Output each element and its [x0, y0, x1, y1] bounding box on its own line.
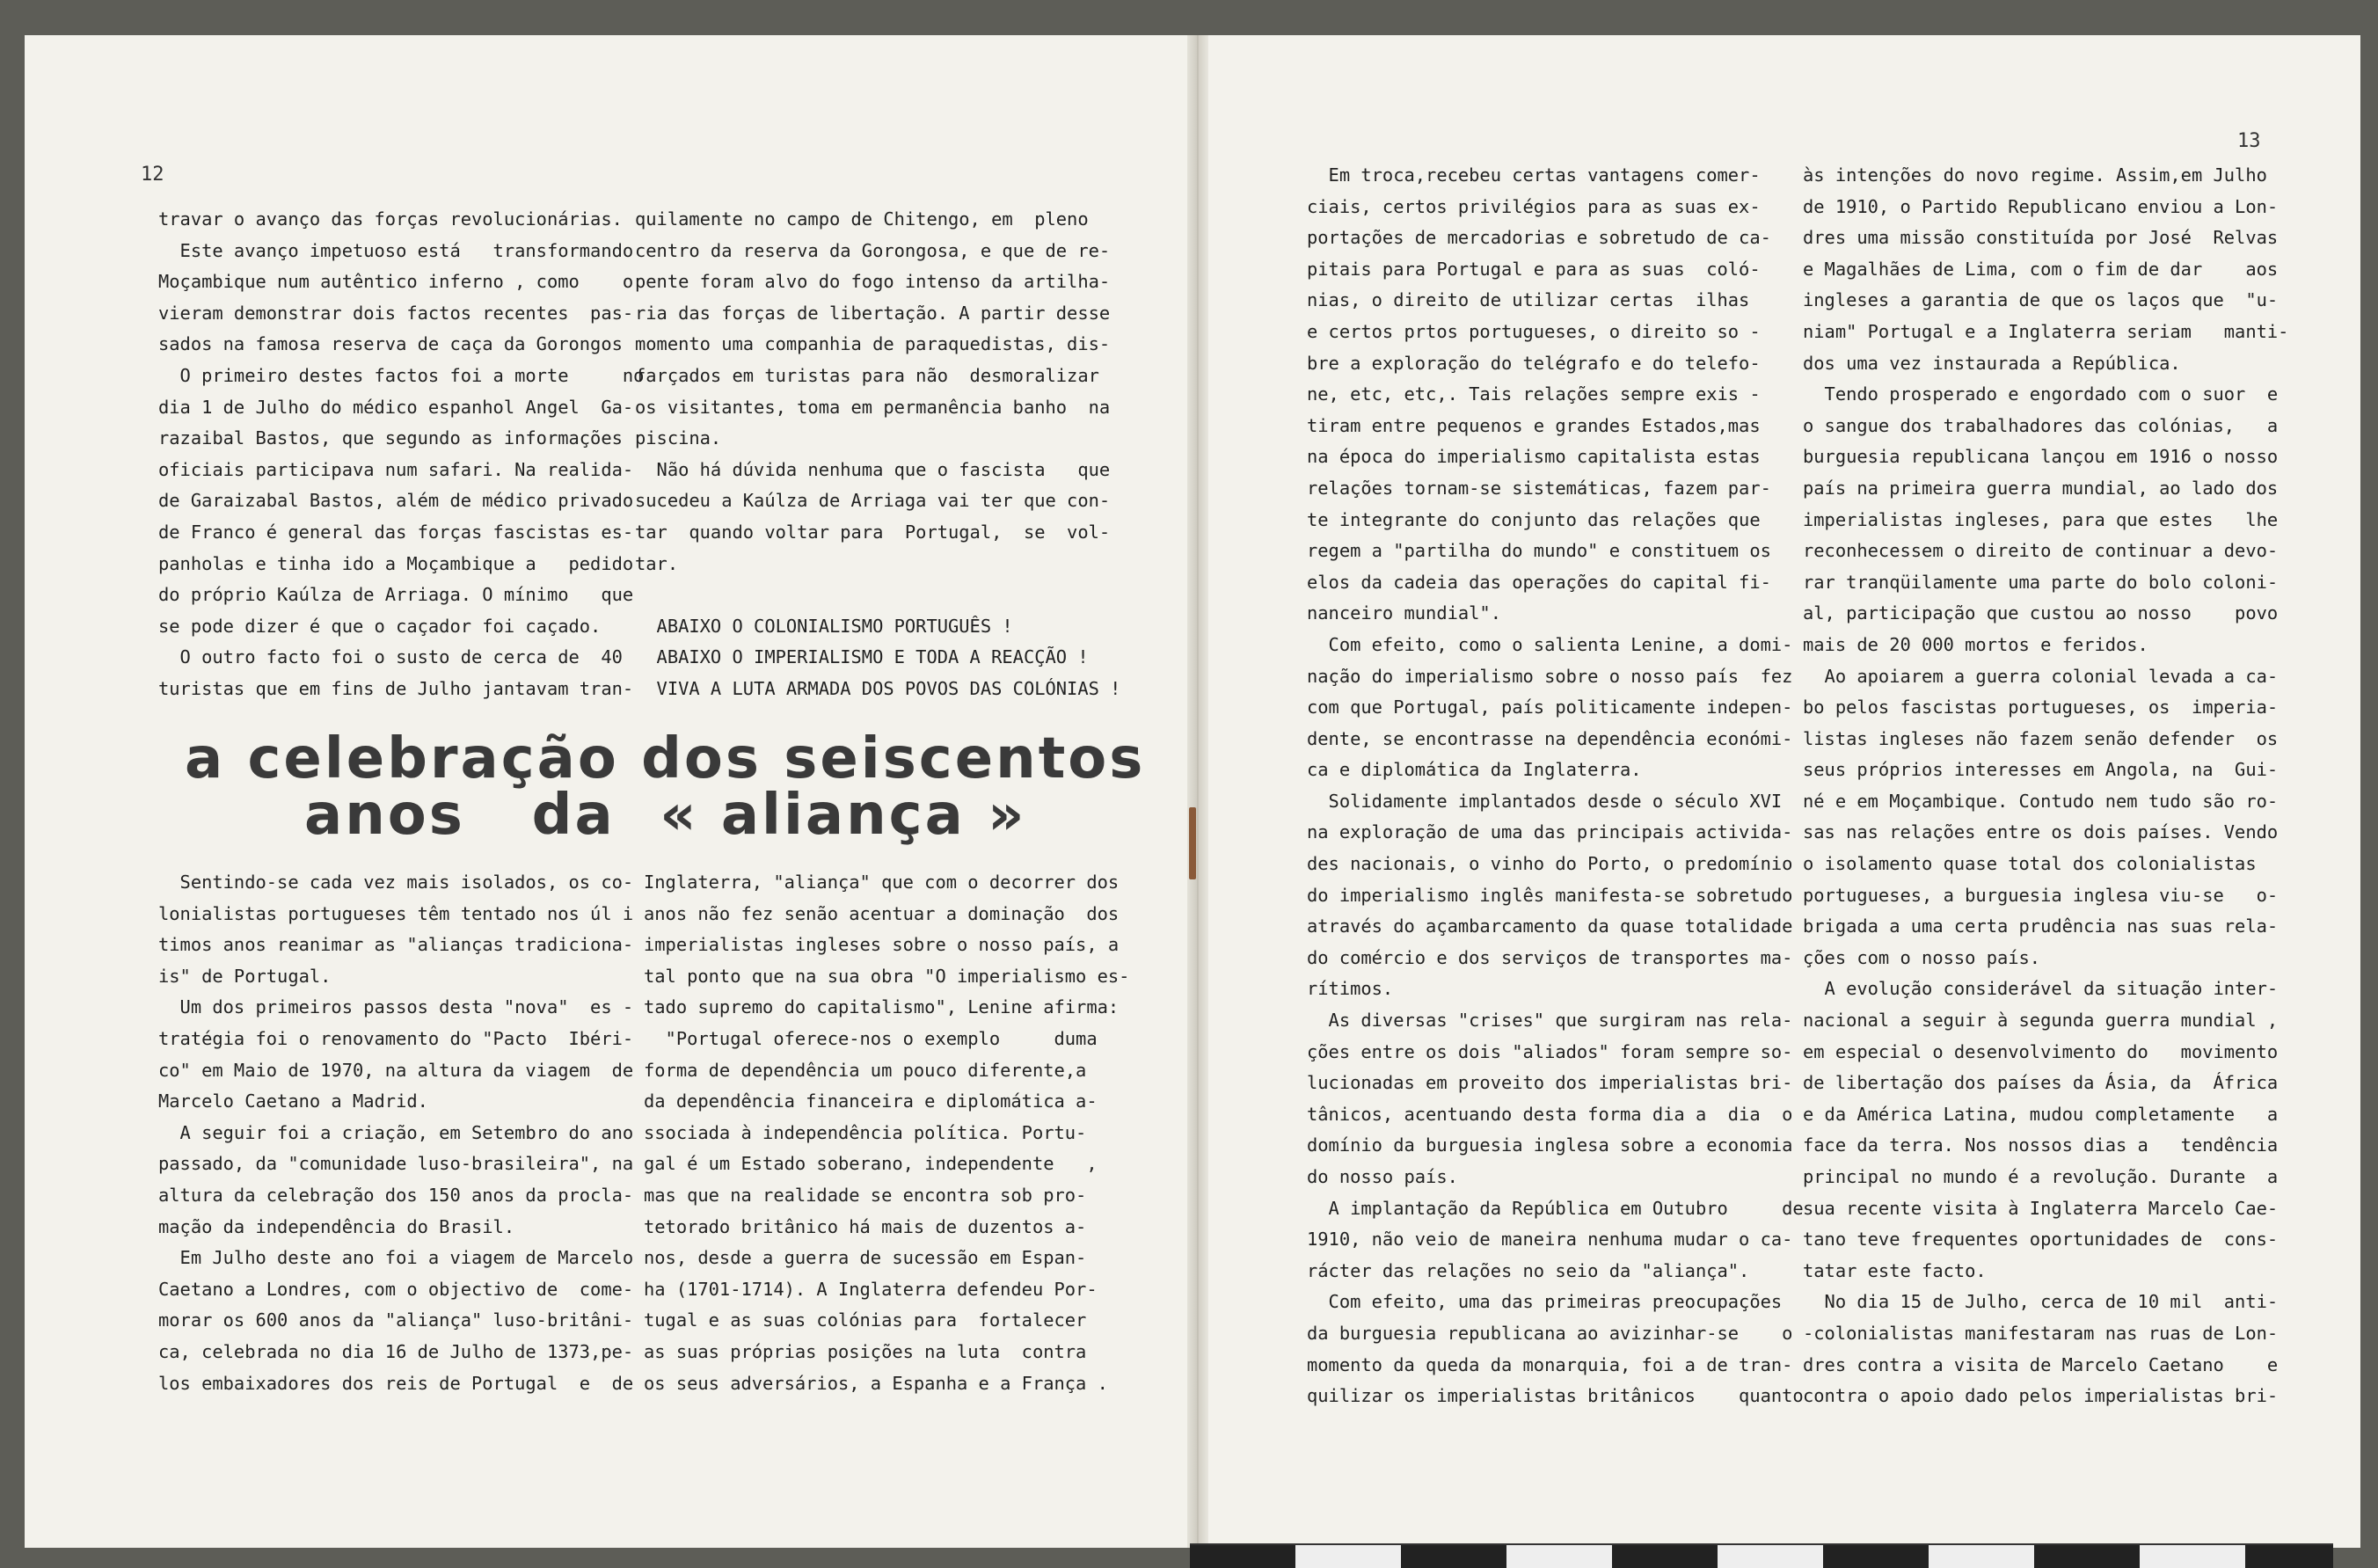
text-line: VIVA A LUTA ARMADA DOS POVOS DAS COLÓNIAS !	[635, 677, 1121, 699]
left-column-1-top	[158, 204, 644, 705]
text-line: oficiais participava num safari. Na realida-	[158, 458, 634, 480]
text-line: pente foram alvo do fogo intenso da artilha-	[635, 271, 1111, 293]
scale-ruler	[1190, 1543, 2333, 1568]
text-line: nos, desde a guerra de sucessão em Espan-	[644, 1247, 1087, 1269]
text-line: ABAIXO O COLONIALISMO PORTUGUÊS !	[635, 615, 1013, 637]
page-number-right: 13	[2237, 130, 2261, 152]
text-line: elos da cadeia das operações do capital fi-	[1307, 571, 1771, 593]
text-line: nanceiro mundial".	[1307, 602, 1501, 624]
text-line: tar quando voltar para Portugal, se vol-	[635, 521, 1111, 543]
text-line: sucedeu a Kaúlza de Arriaga vai ter que con-	[635, 490, 1111, 512]
text-line: lucionadas em proveito dos imperialistas bri-	[1307, 1072, 1793, 1094]
text-line: de Garaizabal Bastos, além de médico privado	[158, 490, 634, 512]
text-line: gal é um Estado soberano, independente ,	[644, 1153, 1098, 1175]
text-line: e Magalhães de Lima, com o fim de dar aos	[1803, 258, 2279, 280]
text-line: rítimos.	[1307, 978, 1394, 1000]
text-line: dente, se encontrasse na dependência económi-	[1307, 727, 1793, 749]
staple	[1189, 807, 1196, 879]
text-line: na exploração de uma das principais activida-	[1307, 821, 1793, 843]
text-line: mas que na realidade se encontra sob pro-	[644, 1184, 1087, 1206]
text-line: tano teve frequentes oportunidades de cons-	[1803, 1229, 2279, 1251]
text-line: ha (1701-1714). A Inglaterra defendeu Por-	[644, 1278, 1098, 1300]
text-line: Inglaterra, "aliança" que com o decorrer dos	[644, 872, 1120, 893]
text-line: -colonialistas manifestaram nas ruas de Lon-	[1803, 1322, 2279, 1344]
text-line: ções com o nosso país.	[1803, 946, 2041, 968]
text-line: reconhecessem o direito de continuar a devo-	[1803, 540, 2279, 562]
text-line: né e em Moçambique. Contudo nem tudo são ro-	[1803, 790, 2279, 812]
text-line: Com efeito, como o salienta Lenine, a domi-	[1307, 633, 1793, 655]
text-line: através do açambarcamento da quase totalidade	[1307, 915, 1793, 937]
text-line: as suas próprias posições na luta contra	[644, 1340, 1087, 1362]
text-line: em especial o desenvolvimento do movimento	[1803, 1040, 2279, 1062]
text-line: centro da reserva da Gorongosa, e que de re-	[635, 239, 1111, 261]
text-line: bo pelos fascistas portugueses, os imperia-	[1803, 696, 2279, 718]
text-line: portações de mercadorias e sobretudo de ca-	[1307, 227, 1771, 249]
text-line: contra o apoio dado pelos imperialistas bri-	[1803, 1385, 2279, 1407]
text-line: turistas que em fins de Julho jantavam tran-	[158, 677, 634, 699]
text-line: regem a "partilha do mundo" e constituem os	[1307, 540, 1771, 562]
text-line: tânicos, acentuando desta forma dia a dia o	[1307, 1103, 1793, 1125]
right-column-2	[1803, 160, 2288, 1412]
text-line: Caetano a Londres, com o objectivo de come-	[158, 1278, 634, 1300]
text-line: Não há dúvida nenhuma que o fascista que	[635, 458, 1111, 480]
text-line: dos uma vez instaurada a República.	[1803, 352, 2181, 374]
text-line: Com efeito, uma das primeiras preocupações	[1307, 1291, 1783, 1313]
text-line: do próprio Kaúlza de Arriaga. O mínimo que	[158, 584, 634, 606]
text-line: altura da celebração dos 150 anos da procla-	[158, 1184, 634, 1206]
text-line: dres uma missão constituída por José Relvas	[1803, 227, 2279, 249]
text-line: com que Portugal, país politicamente indepen-	[1307, 696, 1793, 718]
text-line: tiram entre pequenos e grandes Estados,mas	[1307, 414, 1761, 436]
text-line: Solidamente implantados desde o século XVI	[1307, 790, 1783, 812]
text-line: panholas e tinha ido a Moçambique a pedido	[158, 552, 634, 574]
text-line: As diversas "crises" que surgiram nas rela-	[1307, 1010, 1793, 1032]
text-line: vieram demonstrar dois factos recentes pas-	[158, 302, 634, 324]
text-line: tugal e as suas colónias para fortalecer	[644, 1309, 1087, 1331]
text-line: face da terra. Nos nossos dias a tendência	[1803, 1134, 2279, 1156]
text-line: al, participação que custou ao nosso povo	[1803, 602, 2279, 624]
text-line: do comércio e dos serviços de transportes ma-	[1307, 946, 1793, 968]
text-line: mação da independência do Brasil.	[158, 1215, 515, 1237]
text-line: Um dos primeiros passos desta "nova" es -	[158, 996, 634, 1018]
text-line: ca e diplomática da Inglaterra.	[1307, 759, 1642, 781]
text-line: rar tranqüilamente uma parte do bolo coloni-	[1803, 571, 2279, 593]
text-line: de Franco é general das forças fascistas es-	[158, 521, 634, 543]
text-line: piscina.	[635, 427, 722, 449]
text-line: tetorado britânico há mais de duzentos a-	[644, 1215, 1087, 1237]
text-line: Ao apoiarem a guerra colonial levada a ca-	[1803, 665, 2279, 687]
text-line: A evolução considerável da situação inter-	[1803, 978, 2279, 1000]
text-line: los embaixadores dos reis de Portugal e de	[158, 1372, 634, 1394]
text-line: imperialistas ingleses, para que estes lhe	[1803, 508, 2279, 530]
text-line: ções entre os dois "aliados" foram sempre so-	[1307, 1040, 1793, 1062]
text-line: burguesia republicana lançou em 1916 o nosso	[1803, 446, 2279, 468]
right-column-1	[1307, 160, 1804, 1412]
text-line: "Portugal oferece-nos o exemplo duma	[644, 1027, 1098, 1049]
text-line: ca, celebrada no dia 16 de Julho de 1373,pe-	[158, 1340, 634, 1362]
text-line: co" em Maio de 1970, na altura da viagem de	[158, 1059, 634, 1081]
text-line: tatar este facto.	[1803, 1259, 1987, 1281]
text-line: dia 1 de Julho do médico espanhol Angel Ga-	[158, 396, 634, 418]
text-line: Sentindo-se cada vez mais isolados, os co-	[158, 872, 634, 893]
text-line: de 1910, o Partido Republicano enviou a Lon-	[1803, 195, 2279, 217]
text-line: o isolamento quase total dos colonialistas	[1803, 853, 2257, 875]
text-line: tar.	[635, 552, 679, 574]
text-line: país na primeira guerra mundial, ao lado dos	[1803, 477, 2279, 499]
text-line: O outro facto foi o susto de cerca de 40	[158, 646, 623, 668]
text-line: ria das forças de libertação. A partir desse	[635, 302, 1111, 324]
text-line: e certos prtos portugueses, o direito so -	[1307, 320, 1761, 342]
text-line: Em troca,recebeu certas vantagens comer-	[1307, 164, 1761, 186]
text-line: do imperialismo inglês manifesta-se sobretudo	[1307, 884, 1793, 906]
text-line: ssociada à independência política. Portu-	[644, 1121, 1087, 1143]
page-number-left: 12	[141, 164, 164, 186]
text-line: te integrante do conjunto das relações que	[1307, 508, 1761, 530]
left-column-1-bottom	[158, 867, 633, 1399]
text-line: imperialistas ingleses sobre o nosso país, a	[644, 934, 1120, 956]
text-line: mais de 20 000 mortos e feridos.	[1803, 633, 2148, 655]
left-column-2-bottom	[644, 867, 1129, 1399]
text-line: farçados em turistas para não desmoralizar	[635, 364, 1099, 386]
text-line: nias, o direito de utilizar certas ilhas	[1307, 289, 1750, 311]
text-line: do nosso país.	[1307, 1166, 1458, 1187]
text-line: quilamente no campo de Chitengo, em pleno	[635, 208, 1089, 230]
article-headline-line-1: a celebração dos seiscentos	[185, 726, 1146, 791]
text-line: is" de Portugal.	[158, 965, 332, 987]
text-line: Tendo prosperado e engordado com o suor e	[1803, 383, 2279, 405]
text-line: No dia 15 de Julho, cerca de 10 mil anti-	[1803, 1291, 2279, 1313]
text-line: forma de dependência um pouco diferente,a	[644, 1059, 1087, 1081]
text-line: dres contra a visita de Marcelo Caetano e	[1803, 1353, 2279, 1375]
text-line: relações tornam-se sistemáticas, fazem par-	[1307, 477, 1771, 499]
text-line: e da América Latina, mudou completamente a	[1803, 1103, 2279, 1125]
text-line: Marcelo Caetano a Madrid.	[158, 1090, 428, 1112]
text-line: nação do imperialismo sobre o nosso país fez	[1307, 665, 1793, 687]
text-line: Em Julho deste ano foi a viagem de Marcelo	[158, 1247, 634, 1269]
text-line: bre a exploração do telégrafo e do telefo-	[1307, 352, 1761, 374]
text-line: portugueses, a burguesia inglesa viu-se o-	[1803, 884, 2279, 906]
text-line: passado, da "comunidade luso-brasileira", na	[158, 1153, 634, 1175]
text-line: O primeiro destes factos foi a morte no	[158, 364, 645, 386]
text-line: domínio da burguesia inglesa sobre a economia	[1307, 1134, 1793, 1156]
text-line: sua recente visita à Inglaterra Marcelo Cae-	[1803, 1197, 2279, 1219]
text-line: timos anos reanimar as "alianças tradiciona-	[158, 934, 634, 956]
text-line: momento uma companhia de paraquedistas, dis-	[635, 333, 1111, 355]
text-line: pitais para Portugal e para as suas coló-	[1307, 258, 1761, 280]
text-line: travar o avanço das forças revolucionárias.	[158, 208, 623, 230]
text-line: o sangue dos trabalhadores das colónias, a	[1803, 414, 2279, 436]
text-line: às intenções do novo regime. Assim,em Julho	[1803, 164, 2267, 186]
article-headline-line-2: anos da « aliança »	[304, 783, 1027, 848]
text-line: principal no mundo é a revolução. Durante a	[1803, 1166, 2279, 1187]
text-line: Moçambique num autêntico inferno , como o	[158, 271, 634, 293]
text-line	[635, 580, 1120, 611]
text-line: tado supremo do capitalismo", Lenine afirma:	[644, 996, 1120, 1018]
text-line: 1910, não veio de maneira nenhuma mudar o ca-	[1307, 1229, 1793, 1251]
text-line: ciais, certos privilégios para as suas ex-	[1307, 195, 1761, 217]
text-line: morar os 600 anos da "aliança" luso-britâni-	[158, 1309, 634, 1331]
text-line: ingleses a garantia de que os laços que "u-	[1803, 289, 2279, 311]
left-column-2-top	[635, 204, 1120, 705]
text-line: ne, etc, etc,. Tais relações sempre exis -	[1307, 383, 1761, 405]
text-line: rácter das relações no seio da "aliança".	[1307, 1259, 1750, 1281]
text-line: tratégia foi o renovamento do "Pacto Ibéri-	[158, 1027, 634, 1049]
text-line: ABAIXO O IMPERIALISMO E TODA A REACÇÃO !	[635, 646, 1089, 668]
text-line: os visitantes, toma em permanência banho na	[635, 396, 1111, 418]
text-line: razaibal Bastos, que segundo as informações	[158, 427, 623, 449]
text-line: niam" Portugal e a Inglaterra seriam manti-	[1803, 320, 2289, 342]
text-line: brigada a uma certa prudência nas suas rela-	[1803, 915, 2279, 937]
text-line: tal ponto que na sua obra "O imperialismo es-	[644, 965, 1130, 987]
text-line: listas ingleses não fazem senão defender os	[1803, 727, 2279, 749]
text-line: quilizar os imperialistas britânicos quanto	[1307, 1385, 1804, 1407]
text-line: Este avanço impetuoso está transformando	[158, 239, 634, 261]
text-line: sas nas relações entre os dois países. Vendo	[1803, 821, 2279, 843]
text-line: na época do imperialismo capitalista estas	[1307, 446, 1761, 468]
text-line: de libertação dos países da Ásia, da África	[1803, 1072, 2279, 1094]
text-line: os seus adversários, a Espanha e a França .	[644, 1372, 1108, 1394]
text-line: A seguir foi a criação, em Setembro do ano	[158, 1121, 634, 1143]
text-line: se pode dizer é que o caçador foi caçado.	[158, 615, 602, 637]
text-line: seus próprios interesses em Angola, na Gui-	[1803, 759, 2279, 781]
text-line: momento da queda da monarquia, foi a de tran-	[1307, 1353, 1793, 1375]
text-line: nacional a seguir à segunda guerra mundial ,	[1803, 1010, 2279, 1032]
text-line: da dependência financeira e diplomática a-	[644, 1090, 1098, 1112]
text-line: sados na famosa reserva de caça da Gorongos	[158, 333, 623, 355]
text-line: da burguesia republicana ao avizinhar-se o	[1307, 1322, 1793, 1344]
book-gutter	[1187, 35, 1208, 1548]
text-line: des nacionais, o vinho do Porto, o predomínio	[1307, 853, 1793, 875]
text-line: lonialistas portugueses têm tentado nos úl i	[158, 902, 634, 924]
text-line: A implantação da República em Outubro de	[1307, 1197, 1804, 1219]
text-line: anos não fez senão acentuar a dominação dos	[644, 902, 1120, 924]
